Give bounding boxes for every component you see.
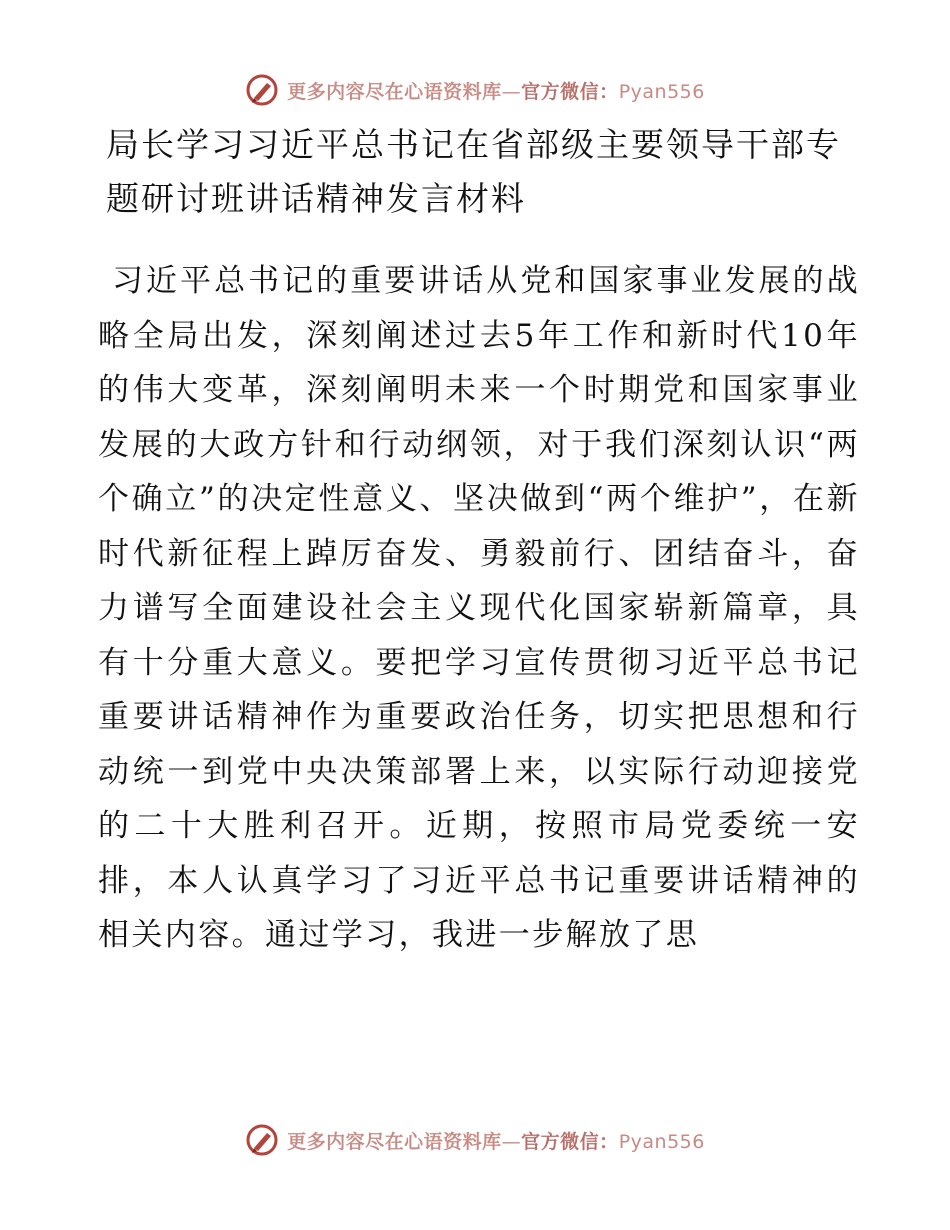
watermark-label: 官方微信： xyxy=(521,1130,619,1153)
watermark-main-text: 更多内容尽在心语资料库 xyxy=(287,1130,502,1153)
watermark-separator: — xyxy=(501,1130,522,1153)
header-watermark xyxy=(0,68,950,112)
pen-circle-logo-icon xyxy=(245,73,279,107)
watermark-label: 官方微信： xyxy=(521,80,619,103)
footer-watermark xyxy=(0,1118,950,1162)
pen-circle-logo-icon xyxy=(245,1123,279,1157)
watermark-separator: — xyxy=(501,80,522,103)
document-body-paragraph: 习近平总书记的重要讲话从党和国家事业发展的战略全局出发，深刻阐述过去5年工作和新时代10年的伟大变革，深刻阐明未来一个时期党和国家事业发展的大政方针和行动纲领，对于我们深刻认识“两个确立”的决定性意义、坚决做到“两个维护”，在新时代新征程上踔厉奋发、勇毅前行、团结奋斗，奋力谱写全面建设社会主义现代化国家崭新篇章，具有十分重大意义。要把学习宣传贯彻习近平总书记重要讲话精神作为重要政治任务，切实把思想和行动统一到党中央决策部署上来，以实际行动迎接党的二十大胜利召开。近期，按照市局党委统一安排，本人认真学习了习近平总书记重要讲话精神的相关内容。通过学习，我进一步解放了思 xyxy=(98,263,860,953)
watermark-account: Pyan556 xyxy=(618,1130,705,1153)
watermark-account: Pyan556 xyxy=(618,80,705,103)
document-title: 局长学习习近平总书记在省部级主要领导干部专题研讨班讲话精神发言材料 xyxy=(106,125,841,218)
watermark-main-text: 更多内容尽在心语资料库 xyxy=(287,80,502,103)
